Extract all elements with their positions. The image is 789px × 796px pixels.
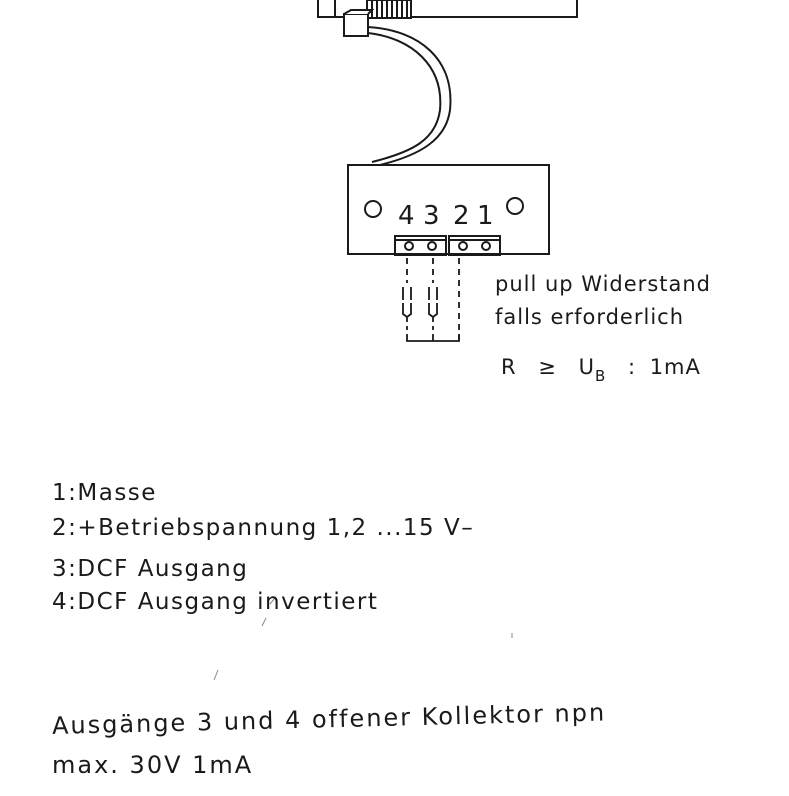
- pull-up-resistors: [403, 258, 459, 341]
- pin-label-2: 2: [453, 201, 471, 231]
- formula-lhs: R: [501, 355, 517, 379]
- legend-item-1: 1:Masse: [52, 480, 157, 506]
- legend-item-2: 2:+Betriebspannung 1,2 ...15 V–: [52, 515, 475, 541]
- legend-item-3: 3:DCF Ausgang: [52, 556, 249, 582]
- formula-variable: U: [578, 355, 595, 379]
- connector-board: [348, 165, 549, 255]
- cable-plug: [344, 10, 372, 36]
- pull-up-note-line-2: falls erforderlich: [495, 305, 685, 329]
- cable: [368, 27, 450, 165]
- footer-line-1: Ausgänge 3 und 4 offener Kollektor npn: [51, 698, 607, 740]
- formula-operator: ≥: [538, 355, 557, 379]
- pull-up-note-line-1: pull up Widerstand: [495, 272, 712, 296]
- formula-rhs: : 1mA: [627, 355, 701, 379]
- formula-subscript: B: [594, 367, 607, 385]
- pin-label-1: 1: [477, 201, 495, 231]
- legend-item-4: 4:DCF Ausgang invertiert: [52, 589, 379, 615]
- pin-label-3: 3: [423, 201, 441, 231]
- pin-label-4: 4: [398, 201, 416, 231]
- footer-line-2: max. 30V 1mA: [52, 751, 254, 779]
- resistor-formula: [501, 355, 701, 385]
